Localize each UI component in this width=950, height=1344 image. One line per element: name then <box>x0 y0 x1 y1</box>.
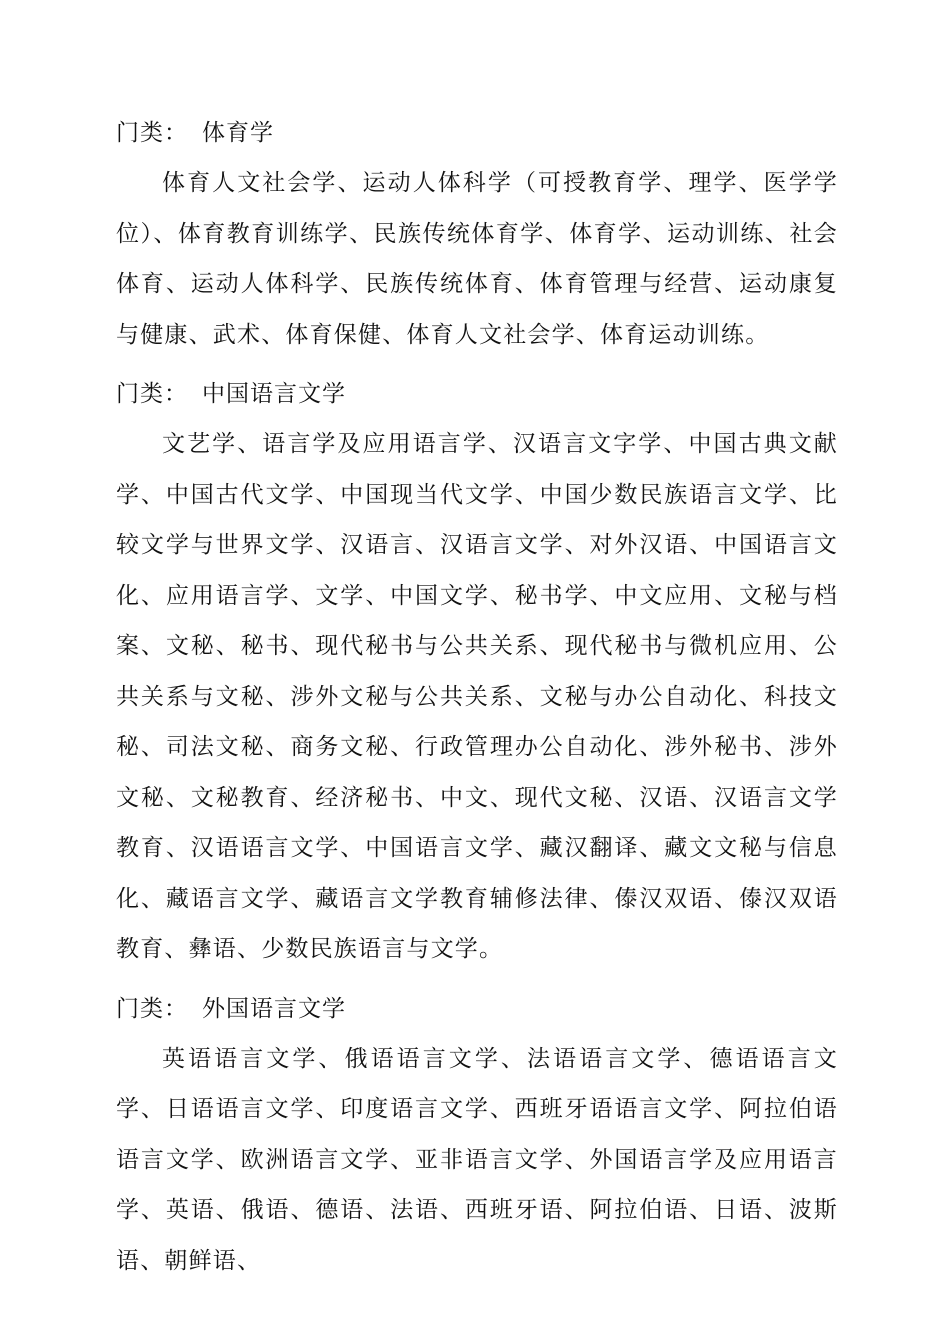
category-label: 门类 <box>116 381 164 407</box>
category-separator: ： <box>164 381 188 407</box>
document-body <box>116 108 838 1295</box>
category-heading <box>116 369 838 419</box>
category-name: 外国语言文学 <box>202 995 346 1022</box>
category-label: 门类 <box>116 120 164 146</box>
category-section-chinese-language-literature <box>116 369 838 975</box>
category-name: 中国语言文学 <box>202 381 346 407</box>
category-heading <box>116 984 838 1034</box>
category-separator: ： <box>164 120 188 146</box>
category-separator: ： <box>164 995 188 1022</box>
category-majors-text: 文艺学、语言学及应用语言学、汉语言文字学、中国古典文献学、中国古代文学、中国现当代文学、中国少数民族语言文学、比较文学与世界文学、汉语言、汉语言文学、对外汉语、中国语言文化、应用语言学、文学、中国文学、秘书学、中文应用、文秘与档案、文秘、秘书、现代秘书与公共关系、现代秘书与微机应用、公共关系与文秘、涉外文秘与公共关系、文秘与办公自动化、科技文秘、司法文秘、商务文秘、行政管理办公自动化、涉外秘书、涉外文秘、文秘教育、经济秘书、中文、现代文秘、汉语、汉语言文学教育、汉语语言文学、中国语言文学、藏汉翻译、藏文文秘与信息化、藏语言文学、藏语言文学教育辅修法律、傣汉双语、傣汉双语教育、彝语、少数民族语言与文学。 <box>116 431 838 962</box>
category-majors-text: 英语语言文学、俄语语言文学、法语语言文学、德语语言文学、日语语言文学、印度语言文学、西班牙语语言文学、阿拉伯语语言文学、欧洲语言文学、亚非语言文学、外国语言学及应用语言学、英语、俄语、德语、法语、西班牙语、阿拉伯语、日语、波斯语、朝鲜语、 <box>116 1045 838 1274</box>
category-section-sports <box>116 108 838 360</box>
category-section-foreign-language-literature <box>116 984 838 1287</box>
category-name: 体育学 <box>202 120 274 146</box>
category-label: 门类 <box>116 995 164 1022</box>
category-heading <box>116 108 838 158</box>
category-majors-text: 体育人文社会学、运动人体科学（可授教育学、理学、医学学位）、体育教育训练学、民族传统体育学、体育学、运动训练、社会体育、运动人体科学、民族传统体育、体育管理与经营、运动康复与健康、武术、体育保健、体育人文社会学、体育运动训练。 <box>116 170 838 348</box>
